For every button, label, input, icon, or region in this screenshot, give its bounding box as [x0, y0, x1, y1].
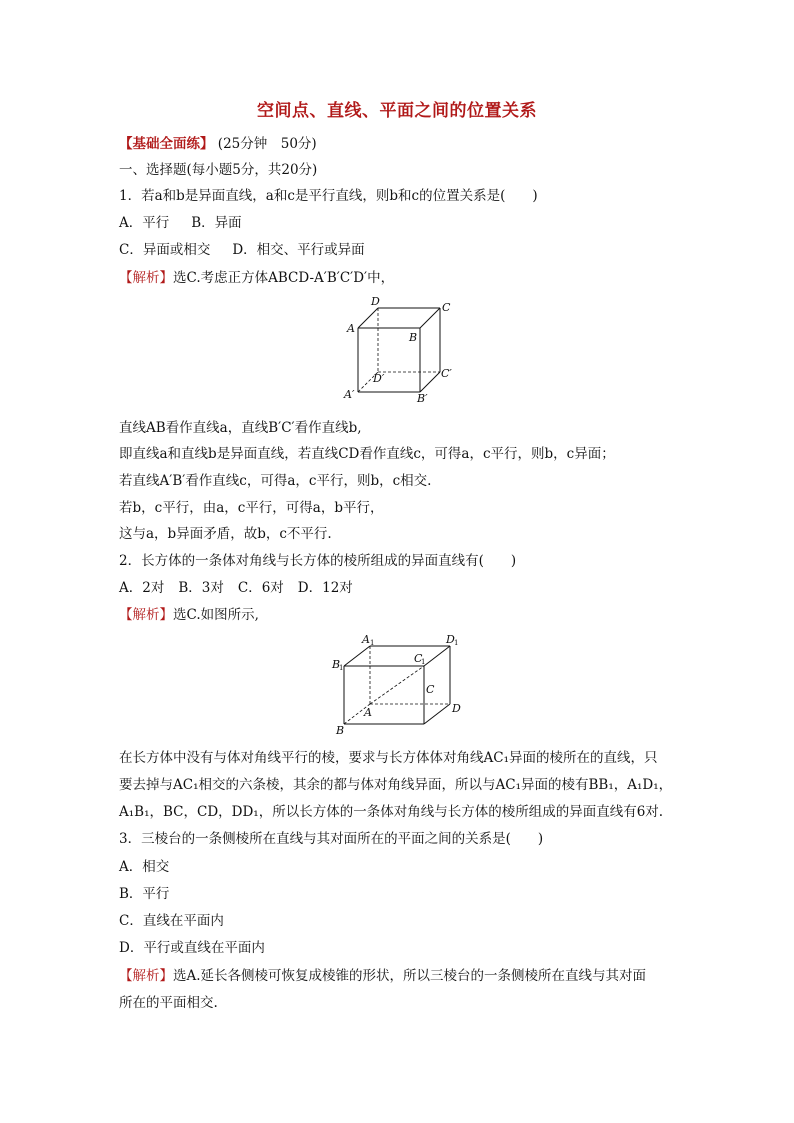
label-c: C [442, 301, 451, 314]
part-heading: 一、选择题(每小题5分，共20分) [119, 162, 318, 178]
diagonal-ac1 [370, 666, 424, 704]
section-meta: (25分钟 50分) [217, 136, 317, 152]
q2-stem: 2．长方体的一条体对角线与长方体的棱所组成的异面直线有( ) [119, 553, 517, 569]
q3-analysis-text: 选A.延长各侧棱可恢复成棱锥的形状，所以三棱台的一条侧棱所在直线与其对面 [173, 968, 647, 984]
label-a1-sub: 1 [370, 639, 375, 647]
q3-stem: 3．三棱台的一条侧棱所在直线与其对面所在的平面之间的关系是( ) [119, 831, 544, 847]
label-d: D [452, 702, 461, 715]
q2-analysis-tag: 【解析】 [119, 607, 173, 623]
section-tag: 【基础全面练】 [119, 136, 214, 152]
q1-analysis-tag: 【解析】 [119, 270, 173, 286]
label-b1: B [332, 658, 341, 671]
edge-cd [424, 704, 450, 724]
label-a: A [347, 322, 355, 335]
q2-analysis-line-1: 在长方体中没有与体对角线平行的棱，要求与长方体体对角线AC₁异面的棱所在的直线，只 [119, 750, 658, 766]
cube-diagram [338, 294, 458, 406]
label-c: C [426, 683, 435, 696]
label-d1: D [446, 633, 455, 646]
q3-option-b: B．平行 [119, 886, 170, 902]
edge-b1a1 [344, 646, 370, 666]
q1-option-d: D．相交、平行或异面 [232, 242, 365, 258]
q1-analysis-line-5: 这与a，b异面矛盾，故b，c不平行. [119, 526, 332, 542]
q2-option-c: C．6对 [237, 580, 284, 596]
label-c1-sub: 1 [421, 658, 426, 666]
q2-option-d: D．12对 [297, 580, 353, 596]
page-title: 空间点、直线、平面之间的位置关系 [257, 101, 537, 121]
q1-analysis-line-1: 直线AB看作直线a，直线B′C′看作直线b, [119, 420, 362, 436]
edge-b2c2 [420, 372, 440, 392]
q1-option-c: C．异面或相交 [119, 242, 211, 258]
edge-c1d1 [424, 646, 450, 666]
q2-analysis-first [119, 605, 679, 625]
q1-stem: 1．若a和b是异面直线，a和c是平行直线，则b和c的位置关系是( ) [119, 188, 538, 204]
q1-options-row2 [119, 240, 679, 260]
q3-option-d: D．平行或直线在平面内 [119, 940, 265, 956]
label-b: B [336, 724, 345, 737]
label-a1: A [362, 633, 370, 646]
q3-analysis-tag: 【解析】 [119, 968, 173, 984]
cube-figure [338, 294, 458, 406]
label-a: A [364, 706, 372, 719]
q3-option-c: C．直线在平面内 [119, 913, 224, 929]
section-header [119, 134, 679, 154]
q1-analysis-line-2: 即直线a和直线b是异面直线，若直线CD看作直线c，可得a，c平行，则b，c异面； [119, 446, 615, 462]
q1-analysis-first [119, 268, 679, 288]
q1-analysis-line-4: 若b，c平行，由a，c平行，可得a，b平行， [119, 500, 384, 516]
box-figure [328, 632, 468, 738]
box-diagram [328, 632, 468, 738]
q2-analysis-line-3: A₁B₁，BC，CD，DD₁，所以长方体的一条体对角线与长方体的棱所组成的异面直线有6对. [119, 804, 664, 820]
label-b2: B′ [417, 392, 428, 405]
edge-ad [358, 308, 378, 328]
label-a2: A′ [344, 388, 355, 401]
label-c1: C [414, 652, 423, 665]
label-d: D [371, 295, 380, 308]
label-d2: D′ [373, 372, 385, 385]
q2-options [119, 578, 679, 598]
label-b: B [409, 331, 418, 344]
q1-options-row1 [119, 213, 679, 233]
q2-option-b: B．3对 [178, 580, 224, 596]
label-d1-sub: 1 [454, 639, 459, 647]
label-c2: C′ [441, 367, 452, 380]
q1-analysis-text: 选C.考虑正方体ABCD-A′B′C′D′中， [173, 270, 395, 286]
q2-analysis-line-2: 要去掉与AC₁相交的六条棱，其余的都与体对角线异面，所以与AC₁异面的棱有BB₁，A₁D₁， [119, 777, 673, 793]
q3-option-a: A．相交 [119, 859, 170, 875]
edge-bc [420, 308, 440, 328]
q3-analysis-first [119, 966, 679, 986]
q2-analysis-text: 选C.如图所示, [173, 607, 259, 623]
q3-analysis-second: 所在的平面相交. [119, 995, 218, 1011]
q1-option-a: A．平行 [119, 215, 170, 231]
q1-analysis-line-3: 若直线A′B′看作直线c，可得a，c平行，则b，c相交. [119, 473, 432, 489]
q2-option-a: A．2对 [119, 580, 165, 596]
label-b1-sub: 1 [339, 664, 344, 672]
q1-option-b: B．异面 [191, 215, 242, 231]
